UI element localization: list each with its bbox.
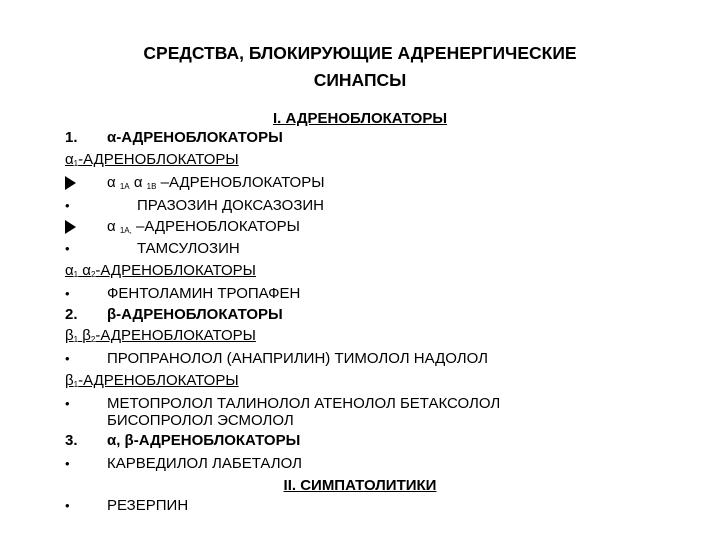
bullet-icon: • (65, 351, 70, 366)
title-line-1: СРЕДСТВА, БЛОКИРУЮЩИЕ АДРЕНЕРГИЧЕСКИЕ (143, 43, 577, 63)
bullet-icon: • (65, 456, 70, 471)
section-heading-2: II. СИМПАТОЛИТИКИ (283, 477, 437, 494)
section-heading-1: I. АДРЕНОБЛОКАТОРЫ (272, 110, 448, 127)
arrow-bullet-icon (65, 218, 76, 238)
item-number: 2. (65, 306, 78, 323)
subheading-beta1-beta2: $\beta_1$ $\beta_2$-АДРЕНОБЛОКАТОРЫ (65, 327, 256, 344)
bullet-icon: • (65, 198, 70, 213)
slide-title (60, 40, 660, 94)
item-text: α, β-АДРЕНОБЛОКАТОРЫ (107, 432, 301, 449)
item-text: α-АДРЕНОБЛОКАТОРЫ (107, 129, 283, 146)
title-line-2: СИНАПСЫ (313, 70, 407, 90)
bullet-icon: • (65, 396, 70, 411)
item-number: 3. (65, 432, 78, 449)
bullet-icon: • (65, 286, 70, 301)
bullet-icon: • (65, 498, 70, 513)
item-text: β-АДРЕНОБЛОКАТОРЫ (107, 306, 283, 323)
subheading-alpha1: $\alpha_1$-АДРЕНОБЛОКАТОРЫ (65, 151, 239, 168)
arrow-bullet-icon (65, 174, 76, 194)
subheading-alpha1-alpha2: $\alpha_1$ $\alpha_2$-АДРЕНОБЛОКАТОРЫ (65, 262, 256, 279)
subheading-beta1: $\beta_1$-АДРЕНОБЛОКАТОРЫ (65, 372, 239, 389)
slide: СРЕДСТВА, БЛОКИРУЮЩИЕ АДРЕНЕРГИЧЕСКИЕ СИНАПСЫ I. АДРЕНОБЛОКАТОРЫ 1. α-АДРЕНОБЛОКАТОРЫ $\alpha_1$-АДРЕНОБЛОКАТОРЫ α $_{1A}$ α $_{1B}$ –АДРЕНОБЛОКАТОРЫ • ПРАЗОЗИН ДОКСАЗОЗИН α $_{1A,}$ –АДРЕНОБЛОКАТОРЫ • ТАМСУЛОЗИН $\alpha_1$ $\alpha_2$-АДРЕНОБЛОКАТОРЫ • ФЕНТОЛАМИН ТРОПАФЕН 2. β-АДРЕНОБЛОКАТОРЫ $\beta_1$ $\beta_2$-АДРЕНОБЛОКАТОРЫ • ПРОПРАНОЛОЛ (АНАПРИЛИН) ТИМОЛОЛ НАДОЛОЛ $\beta_1$-АДРЕНОБЛОКАТОРЫ • МЕТОПРОЛОЛ ТАЛИНОЛОЛ АТЕНОЛОЛ БЕТАКСОЛОЛ БИСОПРОЛОЛ ЭСМОЛОЛ 3. α, β-АДРЕНОБЛОКАТОРЫ • КАРВЕДИЛОЛ ЛАБЕТАЛОЛ II. СИМПАТОЛИТИКИ • РЕЗЕРПИН (0, 0, 720, 540)
item-number: 1. (65, 129, 78, 146)
bullet-icon: • (65, 241, 70, 256)
